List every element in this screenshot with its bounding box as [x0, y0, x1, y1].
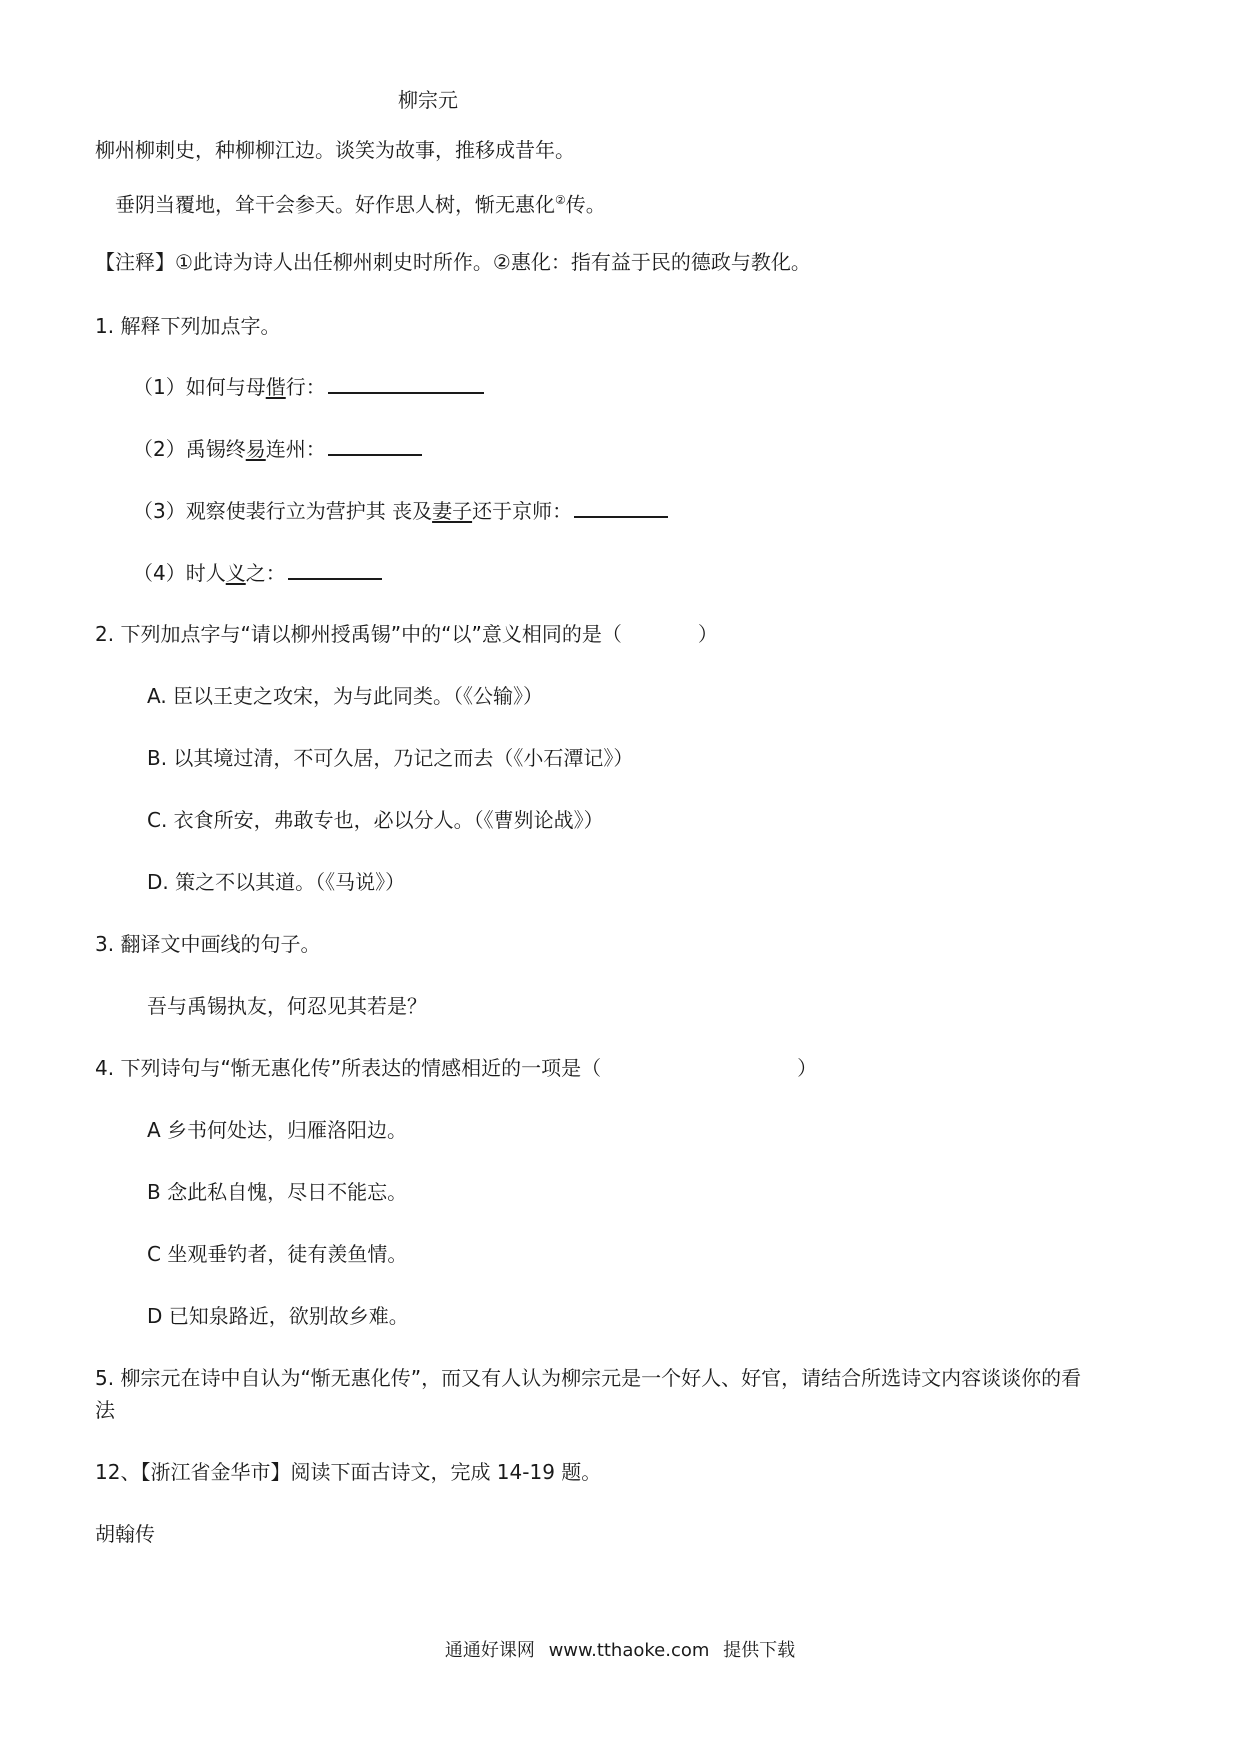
option-c: C. 衣食所安，弗敢专也，必以分人。（《曹刿论战》） — [147, 808, 604, 832]
answer-blank[interactable] — [574, 496, 668, 518]
option-b: B 念此私自愧，尽日不能忘。 — [147, 1180, 408, 1204]
item-suffix: 还于京师： — [472, 499, 573, 523]
poem-author: 柳宗元 — [398, 88, 458, 112]
poem-line-2-end: 传。 — [565, 192, 606, 217]
option-a: A. 臣以王吏之攻宋，为与此同类。（《公输》） — [147, 684, 544, 708]
question-2-title — [95, 620, 718, 648]
question-1-item — [133, 434, 422, 463]
next-passage-title: 胡翰传 — [95, 1522, 155, 1546]
footer-url[interactable]: www.tthaoke.com — [548, 1640, 710, 1661]
dotted-word: 易 — [245, 437, 266, 461]
question-5-line-2: 法 — [95, 1398, 115, 1422]
answer-blank[interactable] — [288, 558, 382, 580]
translation-sentence: 吾与禹锡执友，何忍见其若是？ — [147, 994, 427, 1018]
item-prefix: （4）时人 — [133, 561, 226, 585]
option-b: B. 以其境过清，不可久居，乃记之而去（《小石潭记》） — [147, 746, 634, 770]
item-suffix: 之： — [245, 561, 286, 585]
section-12-heading: 12、【浙江省金华市】阅读下面古诗文，完成 14-19 题。 — [95, 1460, 602, 1484]
item-prefix: （2）禹锡终 — [133, 437, 246, 461]
poem-line-2-text: 垂阴当覆地，耸干会参天。好作思人树，惭无惠化 — [115, 192, 555, 217]
page-footer — [0, 1636, 1240, 1662]
footnote-marker: ② — [555, 193, 566, 207]
question-4-text: 4. 下列诗句与“惭无惠化传”所表达的情感相近的一项是（ — [95, 1056, 602, 1080]
question-3-title: 3. 翻译文中画线的句子。 — [95, 932, 321, 956]
dotted-word: 义 — [225, 561, 246, 585]
footer-site: 通通好课网 — [444, 1640, 535, 1661]
item-prefix: （1）如何与母 — [133, 375, 266, 399]
option-d: D 已知泉路近，欲别故乡难。 — [147, 1304, 409, 1328]
option-a: A 乡书何处达，归雁洛阳边。 — [147, 1118, 408, 1142]
annotation-note: 【注释】①此诗为诗人出任柳州刺史时所作。②惠化：指有益于民的德政与教化。 — [95, 250, 811, 274]
question-1-title: 1. 解释下列加点字。 — [95, 314, 281, 338]
dotted-word: 妻子 — [432, 499, 473, 523]
item-suffix: 连州： — [265, 437, 326, 461]
option-c: C 坐观垂钓者，徒有羡鱼情。 — [147, 1242, 408, 1266]
question-4-title — [95, 1054, 817, 1082]
question-5-line-1: 5. 柳宗元在诗中自认为“惭无惠化传”，而又有人认为柳宗元是一个好人、好官，请结合所选诗文内容谈谈你的看 — [95, 1366, 1082, 1390]
question-2-text: 2. 下列加点字与“请以柳州授禹锡”中的“以”意义相同的是（ — [95, 622, 622, 646]
answer-blank[interactable] — [328, 434, 422, 456]
question-1-item — [133, 372, 484, 401]
item-suffix: 行： — [285, 375, 326, 399]
item-prefix: （3）观察使裴行立为营护其 丧及 — [133, 499, 433, 523]
question-2-close: ） — [697, 622, 718, 646]
poem-line-2 — [115, 186, 606, 219]
question-1-item — [133, 496, 668, 525]
answer-blank[interactable] — [328, 372, 484, 394]
question-4-close: ） — [797, 1056, 818, 1080]
poem-line-1: 柳州柳刺史，种柳柳江边。谈笑为故事，推移成昔年。 — [95, 138, 575, 162]
footer-action: 提供下载 — [723, 1640, 796, 1661]
dotted-word: 偕 — [265, 375, 286, 399]
question-1-item — [133, 558, 382, 587]
option-d: D. 策之不以其道。（《马说》） — [147, 870, 406, 894]
